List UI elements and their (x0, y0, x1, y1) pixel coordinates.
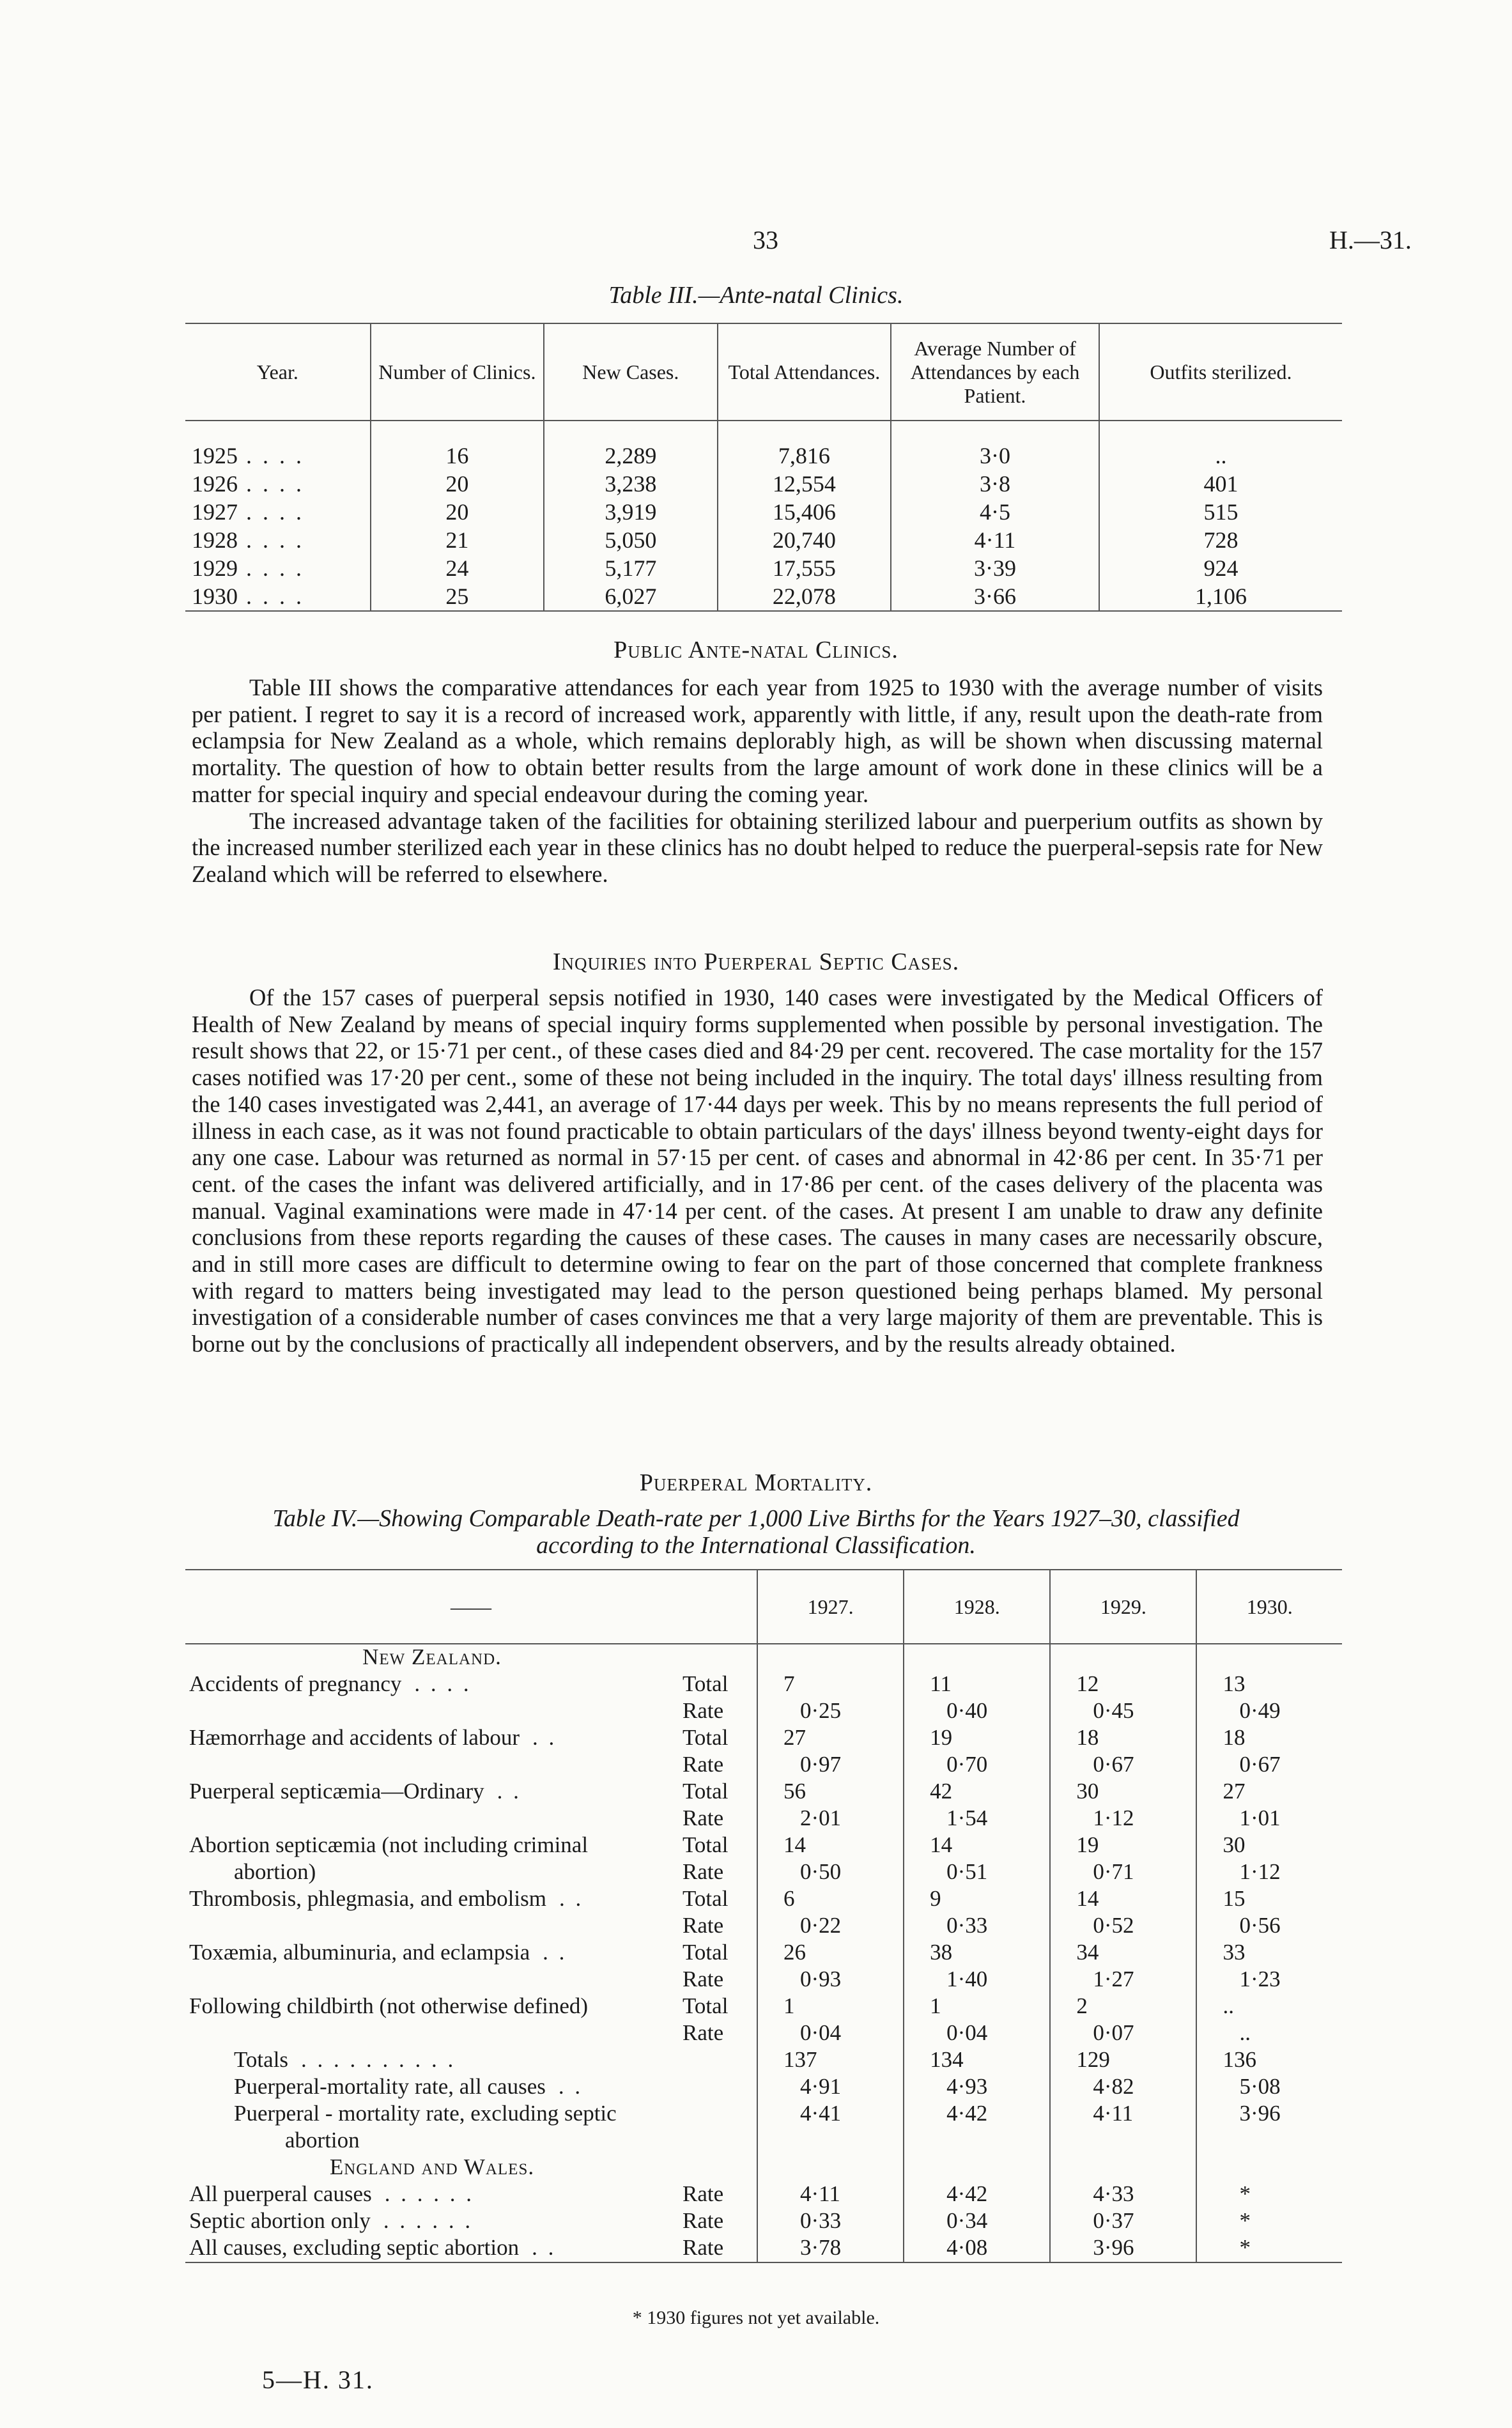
leader-dots: . . (559, 1886, 584, 1911)
row-label (185, 1671, 679, 1698)
value-cell: 3·96 (1196, 2101, 1342, 2128)
column-header: Outfits sterilized. (1099, 323, 1342, 421)
value-cell: 30 (1050, 1779, 1196, 1806)
row-label (185, 2020, 679, 2047)
leader-dots: . . . . . . (384, 2181, 474, 2206)
value-cell: .. (1196, 1993, 1342, 2020)
table-cell (185, 498, 371, 526)
value-cell: * (1196, 2181, 1342, 2208)
table-cell: 3,919 (544, 498, 718, 526)
row-label (185, 1859, 679, 1886)
leader-dots: . . (543, 1940, 567, 1965)
table-cell: 4·5 (891, 498, 1099, 526)
row-label (185, 1806, 679, 1832)
column-header: Year. (185, 323, 371, 421)
value-cell: 1 (904, 1993, 1050, 2020)
value-cell: 0·37 (1050, 2208, 1196, 2235)
page-signature: 5—H. 31. (262, 2365, 374, 2394)
leader-dots: . . . . . . (383, 2208, 474, 2233)
row-kind: Rate (683, 2020, 724, 2045)
value-cell: 27 (757, 1725, 904, 1752)
column-header: 1930. (1196, 1570, 1342, 1644)
value-cell: 1·40 (904, 1967, 1050, 1993)
value-cell (1196, 1644, 1342, 1671)
value-cell: 0·56 (1196, 1913, 1342, 1940)
year-value: 1927 (192, 499, 238, 525)
row-kind: Total (683, 1671, 729, 1696)
value-cell: 0·45 (1050, 1698, 1196, 1725)
value-cell: 1·54 (904, 1806, 1050, 1832)
value-cell: 9 (904, 1886, 1050, 1913)
table-cell: 15,406 (718, 498, 891, 526)
table-cell: 5,177 (544, 554, 718, 582)
row-kind: Total (683, 1725, 729, 1750)
value-cell: 14 (904, 1832, 1050, 1859)
year-value: 1929 (192, 555, 238, 581)
label-text: Thrombosis, phlegmasia, and embolism (189, 1886, 546, 1911)
table-cell: 21 (371, 526, 544, 554)
value-cell (1196, 2128, 1342, 2154)
label-text: Totals (234, 2047, 289, 2072)
year-value: 1928 (192, 527, 238, 553)
row-label (185, 2235, 679, 2262)
section-heading-inquiries: Inquiries into Puerperal Septic Cases. (552, 948, 960, 975)
row-label (185, 1940, 679, 1967)
table-row (185, 1806, 1342, 1832)
leader-dots: . . . . (414, 1671, 472, 1696)
column-header: Total Attendances. (718, 323, 891, 421)
value-cell: 0·70 (904, 1752, 1050, 1779)
table-cell: 3·66 (891, 582, 1099, 611)
leader-dots: . . . . (238, 527, 304, 553)
value-cell: 38 (904, 1940, 1050, 1967)
value-cell: 30 (1196, 1832, 1342, 1859)
table-row (185, 2101, 1342, 2128)
row-kind: Rate (683, 1859, 724, 1884)
section-heading-puerperal-mortality: Puerperal Mortality. (639, 1469, 873, 1496)
leader-dots: . . (497, 1779, 521, 1804)
row-label (185, 2181, 679, 2208)
row-kind: Total (683, 1779, 729, 1804)
table-row (185, 2181, 1342, 2208)
label-text: All puerperal causes (189, 2181, 372, 2206)
row-kind (679, 1644, 757, 1671)
value-cell: 1 (757, 1993, 904, 2020)
row-kind: Total (683, 1832, 729, 1857)
value-cell: 1·23 (1196, 1967, 1342, 1993)
row-label (185, 2101, 679, 2128)
value-cell: 136 (1196, 2047, 1342, 2074)
value-cell (757, 2128, 904, 2154)
table-cell (185, 582, 371, 611)
value-cell: 0·34 (904, 2208, 1050, 2235)
value-cell: 0·50 (757, 1859, 904, 1886)
row-label (185, 1698, 679, 1725)
table4-caption-line2: according to the International Classification. (536, 1532, 976, 1559)
value-cell: 15 (1196, 1886, 1342, 1913)
value-cell: 0·49 (1196, 1698, 1342, 1725)
table-cell: 17,555 (718, 554, 891, 582)
value-cell (904, 1644, 1050, 1671)
table-cell: 24 (371, 554, 544, 582)
value-cell (1050, 2128, 1196, 2154)
table4-caption-line1: Table IV.—Showing Comparable Death-rate per 1,000 Live Births for the Years 1927–30, classified (272, 1505, 1240, 1532)
value-cell: * (1196, 2235, 1342, 2262)
value-cell: 2 (1050, 1993, 1196, 2020)
table-cell: 22,078 (718, 582, 891, 611)
label-text: Hæmorrhage and accidents of labour (189, 1725, 520, 1750)
label-text: Septic abortion only (189, 2208, 371, 2233)
row-label (185, 1779, 679, 1806)
value-cell: 0·04 (757, 2020, 904, 2047)
table-row (185, 1671, 1342, 1698)
row-kind: Rate (683, 1913, 724, 1938)
leader-dots: . . . . (238, 443, 304, 468)
value-cell (1050, 2154, 1196, 2181)
leader-dots: . . . . (238, 555, 304, 581)
row-label (185, 1752, 679, 1779)
value-cell: 18 (1050, 1725, 1196, 1752)
row-label (185, 2128, 679, 2154)
table-cell: 1,106 (1099, 582, 1342, 611)
value-cell: 19 (904, 1725, 1050, 1752)
table-row (185, 470, 1342, 498)
table-row (185, 582, 1342, 611)
table-row (185, 1913, 1342, 1940)
paragraph: Of the 157 cases of puerperal sepsis notified in 1930, 140 cases were investigated by the Medical Officers of Health of New Zealand by means of special inquiry forms supplemented when possible by personal investigation. The result shows that 22, or 15·71 per cent., of these cases died and 84·29 per cent. recovered. The case mortality for the 157 cases notified was 17·20 per cent., some of these not being included in the inquiry. The total days' illness resulting from the 140 cases investigated was 2,441, an average of 17·44 days per week. This by no means represents the full period of illness in each case, as it was not found practicable to obtain particulars of the days' illness beyond twenty-eight days for any one case. Labour was returned as normal in 57·15 per cent. of cases and abnormal in 42·86 per cent. In 35·71 per cent. of the cases the infant was delivered artificially, and in 17·86 per cent. of the cases delivery of the placenta was manual. Vaginal examinations were made in 47·14 per cent. of the cases. At present I am unable to draw any definite conclusions from these reports regarding the causes of these cases. The causes in many cases are necessarily obscure, and in still more cases are difficult to determine owing to fear on the part of those concerned that complete frankness with regard to matters being investigated may lead to the person questioned being perhaps blamed. My personal investigation of a considerable number of cases convinces me that a very large majority of them are preventable. This is borne out by the conclusions of practically all independent observers, and by the results already obtained. (192, 984, 1323, 1357)
column-header: New Cases. (544, 323, 718, 421)
table-row (185, 1644, 1342, 1671)
table-cell: 6,027 (544, 582, 718, 611)
table-cell: 515 (1099, 498, 1342, 526)
value-cell: 19 (1050, 1832, 1196, 1859)
row-label (185, 2047, 679, 2074)
table-cell: 2,289 (544, 421, 718, 470)
value-cell: 134 (904, 2047, 1050, 2074)
row-kind: Rate (683, 1698, 724, 1723)
value-cell: 0·04 (904, 2020, 1050, 2047)
column-header: Average Number of Attendances by each Patient. (891, 323, 1099, 421)
table-row (185, 526, 1342, 554)
row-kind: Total (683, 1993, 729, 2018)
row-kind (679, 2128, 757, 2154)
value-cell: 0·93 (757, 1967, 904, 1993)
value-cell: 6 (757, 1886, 904, 1913)
row-label (185, 1967, 679, 1993)
value-cell: 0·25 (757, 1698, 904, 1725)
row-kind: Rate (683, 1967, 724, 1991)
table-row (185, 1779, 1342, 1806)
value-cell: 1·12 (1196, 1859, 1342, 1886)
table-cell: 7,816 (718, 421, 891, 470)
column-header: 1929. (1050, 1570, 1196, 1644)
year-value: 1930 (192, 584, 238, 609)
section1-body (192, 674, 1323, 888)
value-cell: 0·97 (757, 1752, 904, 1779)
column-header: 1928. (904, 1570, 1050, 1644)
row-kind: Total (683, 1940, 729, 1965)
document-reference: H.—31. (1329, 226, 1412, 254)
value-cell (757, 1644, 904, 1671)
table-cell: .. (1099, 421, 1342, 470)
row-kind: Rate (679, 2235, 757, 2262)
value-cell: 27 (1196, 1779, 1342, 1806)
value-cell: 0·22 (757, 1913, 904, 1940)
table-row (185, 2074, 1342, 2101)
row-label (185, 1886, 679, 1913)
row-kind (679, 2101, 757, 2128)
paragraph: The increased advantage taken of the facilities for obtaining sterilized labour and puerperium outfits as shown by the increased number sterilized each year in these clinics has no doubt helped to reduce the puerperal-sepsis rate for New Zealand which will be referred to elsewhere. (192, 807, 1323, 887)
value-cell: 0·71 (1050, 1859, 1196, 1886)
table-cell: 4·11 (891, 526, 1099, 554)
paragraph: Table III shows the comparative attendances for each year from 1925 to 1930 with the average number of visits per patient. I regret to say it is a record of increased work, apparently with little, if any, result upon the death-rate from eclampsia for New Zealand as a whole, which remains deplorably high, as will be shown when discussing maternal mortality. The question of how to obtain better results from the large amount of work done in these clinics will be a matter for special inquiry and special endeavour during the coming year. (192, 674, 1323, 807)
value-cell: 4·33 (1050, 2181, 1196, 2208)
table-row (185, 498, 1342, 526)
value-cell: 3·96 (1050, 2235, 1196, 2262)
row-label (185, 2074, 679, 2101)
table-cell: 3,238 (544, 470, 718, 498)
table-row (185, 1832, 1342, 1859)
table-cell: 12,554 (718, 470, 891, 498)
table3-caption: Table III.—Ante-natal Clinics. (608, 282, 904, 309)
table-row (185, 1859, 1342, 1886)
leader-dots: . . . . (238, 584, 304, 609)
footnote: * 1930 figures not yet available. (632, 2307, 880, 2328)
value-cell: 4·08 (904, 2235, 1050, 2262)
value-cell: 7 (757, 1671, 904, 1698)
value-cell: 0·67 (1196, 1752, 1342, 1779)
value-cell: 4·91 (757, 2074, 904, 2101)
value-cell: 14 (757, 1832, 904, 1859)
table-cell (185, 421, 371, 470)
value-cell: 0·51 (904, 1859, 1050, 1886)
value-cell: 11 (904, 1671, 1050, 1698)
table-row (185, 1993, 1342, 2020)
value-cell: 4·93 (904, 2074, 1050, 2101)
value-cell: 0·33 (757, 2208, 904, 2235)
table-row (185, 1698, 1342, 1725)
table-cell: 3·0 (891, 421, 1099, 470)
table-cell: 20,740 (718, 526, 891, 554)
label-text: Puerperal-mortality rate, all causes (234, 2074, 546, 2099)
value-cell (1050, 1644, 1196, 1671)
table-cell: 16 (371, 421, 544, 470)
table-row (185, 2154, 1342, 2181)
value-cell: 0·07 (1050, 2020, 1196, 2047)
value-cell: 3·78 (757, 2235, 904, 2262)
value-cell (904, 2128, 1050, 2154)
page-number: 33 (753, 226, 778, 254)
value-cell: 137 (757, 2047, 904, 2074)
table3-ante-natal-clinics (185, 323, 1342, 612)
label-text: abortion) (234, 1859, 316, 1884)
table-row (185, 421, 1342, 470)
value-cell: * (1196, 2208, 1342, 2235)
table-row (185, 2128, 1342, 2154)
table-cell (185, 554, 371, 582)
table-row (185, 2235, 1342, 2262)
value-cell: 0·33 (904, 1913, 1050, 1940)
table-row (185, 2020, 1342, 2047)
table-row (185, 1967, 1342, 1993)
label-text: abortion (285, 2128, 360, 2153)
table-cell: 728 (1099, 526, 1342, 554)
row-label (185, 1725, 679, 1752)
row-kind: Rate (683, 1806, 724, 1830)
leader-dots: . . (532, 1725, 557, 1750)
value-cell: 4·41 (757, 2101, 904, 2128)
value-cell (904, 2154, 1050, 2181)
value-cell: 0·52 (1050, 1913, 1196, 1940)
row-label (185, 1993, 679, 2020)
table-row (185, 1940, 1342, 1967)
value-cell (757, 2154, 904, 2181)
label-text: England and Wales. (329, 2154, 535, 2179)
year-value: 1925 (192, 443, 238, 468)
row-label (185, 1832, 679, 1859)
value-cell: 42 (904, 1779, 1050, 1806)
value-cell: 33 (1196, 1940, 1342, 1967)
leader-dots: . . (532, 2235, 557, 2260)
row-kind: Rate (683, 2181, 724, 2206)
table4-puerperal-death-rates (185, 1569, 1342, 2263)
column-header: —— (185, 1570, 757, 1644)
table-row (185, 1752, 1342, 1779)
section-heading-public-clinics: Public Ante-natal Clinics. (613, 637, 899, 663)
row-kind: Total (683, 1886, 729, 1911)
table-row (185, 2047, 1342, 2074)
value-cell: 2·01 (757, 1806, 904, 1832)
leader-dots: . . (558, 2074, 583, 2099)
label-text: Abortion septicæmia (not including criminal (189, 1832, 589, 1857)
value-cell: 18 (1196, 1725, 1342, 1752)
value-cell: 34 (1050, 1940, 1196, 1967)
table-row (185, 1886, 1342, 1913)
row-label (185, 1913, 679, 1940)
value-cell: 4·11 (757, 2181, 904, 2208)
value-cell: 5·08 (1196, 2074, 1342, 2101)
leader-dots: . . . . (238, 471, 304, 497)
column-header: 1927. (757, 1570, 904, 1644)
label-text: Toxæmia, albuminuria, and eclampsia (189, 1940, 530, 1965)
label-text: Puerperal septicæmia—Ordinary (189, 1779, 484, 1804)
table-cell (185, 526, 371, 554)
value-cell: .. (1196, 2020, 1342, 2047)
row-kind (679, 2074, 757, 2101)
label-text: Puerperal - mortality rate, excluding septic (234, 2101, 617, 2126)
table-row (185, 2208, 1342, 2235)
value-cell: 129 (1050, 2047, 1196, 2074)
table-cell: 20 (371, 470, 544, 498)
year-value: 1926 (192, 471, 238, 497)
section2-body (192, 984, 1323, 1357)
row-kind: Rate (683, 1752, 724, 1777)
value-cell: 26 (757, 1940, 904, 1967)
row-kind: Rate (683, 2208, 724, 2233)
value-cell: 4·82 (1050, 2074, 1196, 2101)
row-label (185, 2208, 679, 2235)
label-text: New Zealand. (362, 1644, 502, 1669)
table-row (185, 554, 1342, 582)
row-kind (679, 2154, 757, 2181)
row-kind (679, 2047, 757, 2074)
label-text: Following childbirth (not otherwise defined) (189, 1993, 589, 2018)
table-cell: 3·39 (891, 554, 1099, 582)
value-cell: 1·12 (1050, 1806, 1196, 1832)
label-text: All causes, excluding septic abortion (189, 2235, 520, 2260)
table-cell: 5,050 (544, 526, 718, 554)
value-cell: 56 (757, 1779, 904, 1806)
value-cell: 4·42 (904, 2101, 1050, 2128)
table-cell: 401 (1099, 470, 1342, 498)
value-cell: 13 (1196, 1671, 1342, 1698)
value-cell: 0·40 (904, 1698, 1050, 1725)
leader-dots: . . . . (238, 499, 304, 525)
table-cell: 3·8 (891, 470, 1099, 498)
column-header: Number of Clinics. (371, 323, 544, 421)
value-cell: 12 (1050, 1671, 1196, 1698)
table-cell: 25 (371, 582, 544, 611)
row-label (185, 2154, 679, 2181)
value-cell (1196, 2154, 1342, 2181)
value-cell: 4·11 (1050, 2101, 1196, 2128)
table-row (185, 1725, 1342, 1752)
label-text: Accidents of pregnancy (189, 1671, 402, 1696)
table-cell: 20 (371, 498, 544, 526)
value-cell: 14 (1050, 1886, 1196, 1913)
value-cell: 0·67 (1050, 1752, 1196, 1779)
leader-dots: . . . . . . . . . . (301, 2047, 456, 2072)
value-cell: 1·01 (1196, 1806, 1342, 1832)
row-label (185, 1644, 679, 1671)
value-cell: 1·27 (1050, 1967, 1196, 1993)
value-cell: 4·42 (904, 2181, 1050, 2208)
table-cell: 924 (1099, 554, 1342, 582)
table-cell (185, 470, 371, 498)
